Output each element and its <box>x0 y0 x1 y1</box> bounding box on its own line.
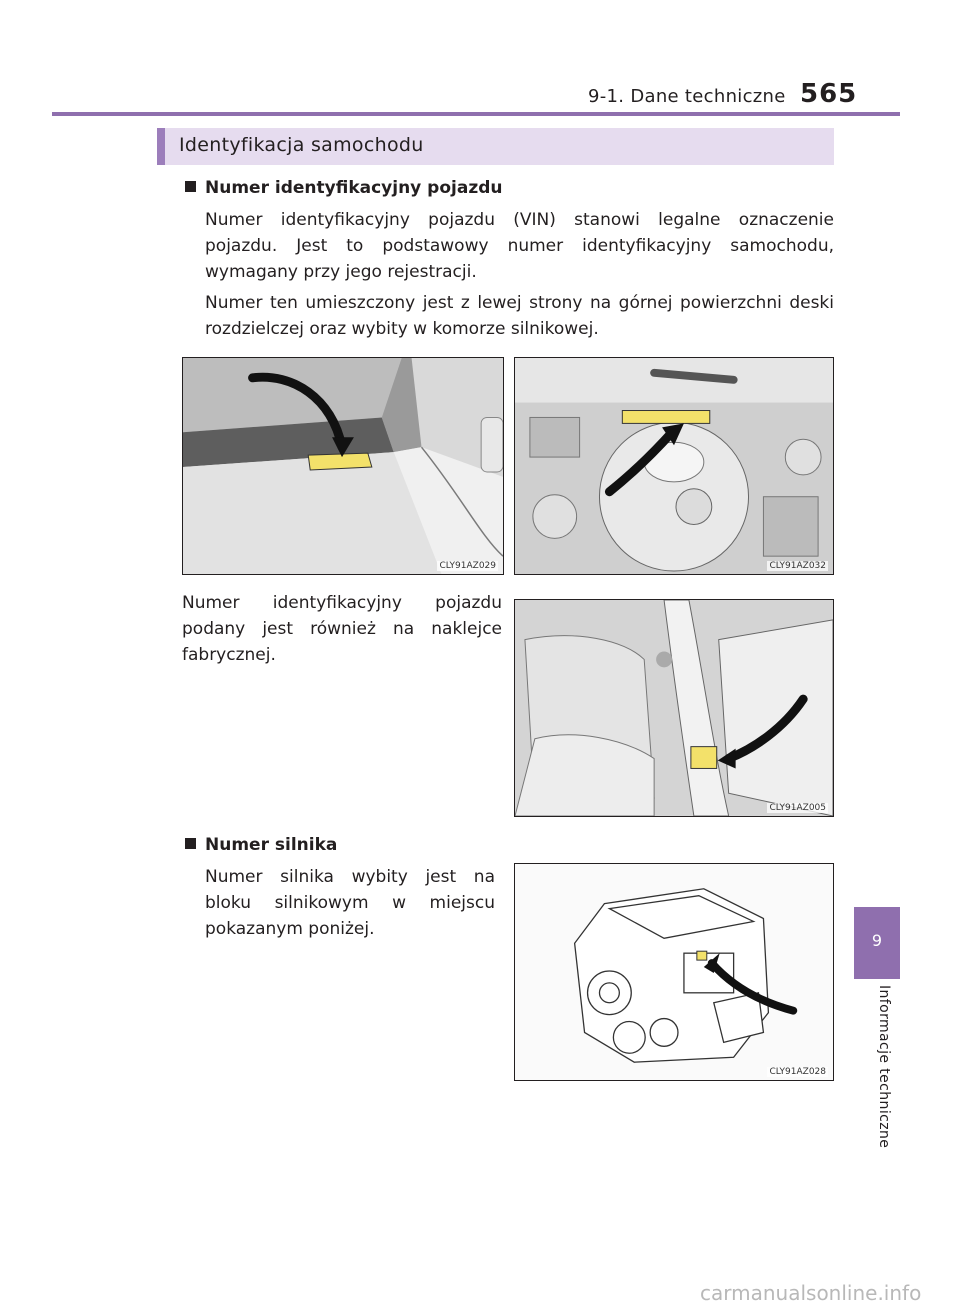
dashboard-illustration <box>183 358 503 574</box>
figure-code: CLY91AZ029 <box>439 561 496 571</box>
chapter-tab <box>854 907 900 979</box>
figure-code: CLY91AZ005 <box>769 803 826 813</box>
vin-heading <box>185 178 503 198</box>
figure-door-pillar <box>514 599 834 817</box>
section-title-box <box>157 128 834 165</box>
header-rule <box>52 112 900 116</box>
page-number: 565 <box>800 79 858 109</box>
chapter-number: 9 <box>871 931 883 950</box>
vin-paragraph-2: Numer ten umieszczony jest z lewej strony na górnej powierzchni deski rozdzielczej oraz wybity w komorze silnikowej. <box>205 293 834 339</box>
engine-paragraph: Numer silnika wybity jest na bloku silnikowym w miejscu pokazanym poniżej. <box>205 867 495 939</box>
figure-engine-bay <box>514 357 834 575</box>
section-title: Identyfikacja samochodu <box>179 134 424 156</box>
watermark: carmanualsonline.info <box>700 1281 922 1305</box>
figure-dashboard <box>182 357 504 575</box>
figure-engine-block <box>514 863 834 1081</box>
square-bullet-icon <box>185 181 196 192</box>
figure-code: CLY91AZ032 <box>769 561 826 571</box>
engine-heading <box>185 835 337 855</box>
figure-code: CLY91AZ028 <box>769 1067 826 1077</box>
vin-heading-text: Numer identyfikacyjny pojazdu <box>205 178 503 198</box>
door-pillar-illustration <box>515 600 833 816</box>
square-bullet-icon <box>185 838 196 849</box>
running-header-section: 9-1. Dane techniczne <box>588 86 786 107</box>
vin-sticker-paragraph: Numer identyfikacyjny pojazdu podany jest również na naklejce fabrycznej. <box>182 593 502 665</box>
chapter-label: Informacje techniczne <box>876 985 892 1149</box>
engine-heading-text: Numer silnika <box>205 835 338 855</box>
engine-bay-illustration <box>515 358 833 574</box>
vin-paragraph-1: Numer identyfikacyjny pojazdu (VIN) stanowi legalne oznaczenie pojazdu. Jest to podstawowy numer identyfikacyjny samochodu, wymagany przy jego rejestracji. <box>205 210 834 282</box>
engine-block-illustration <box>515 864 833 1080</box>
